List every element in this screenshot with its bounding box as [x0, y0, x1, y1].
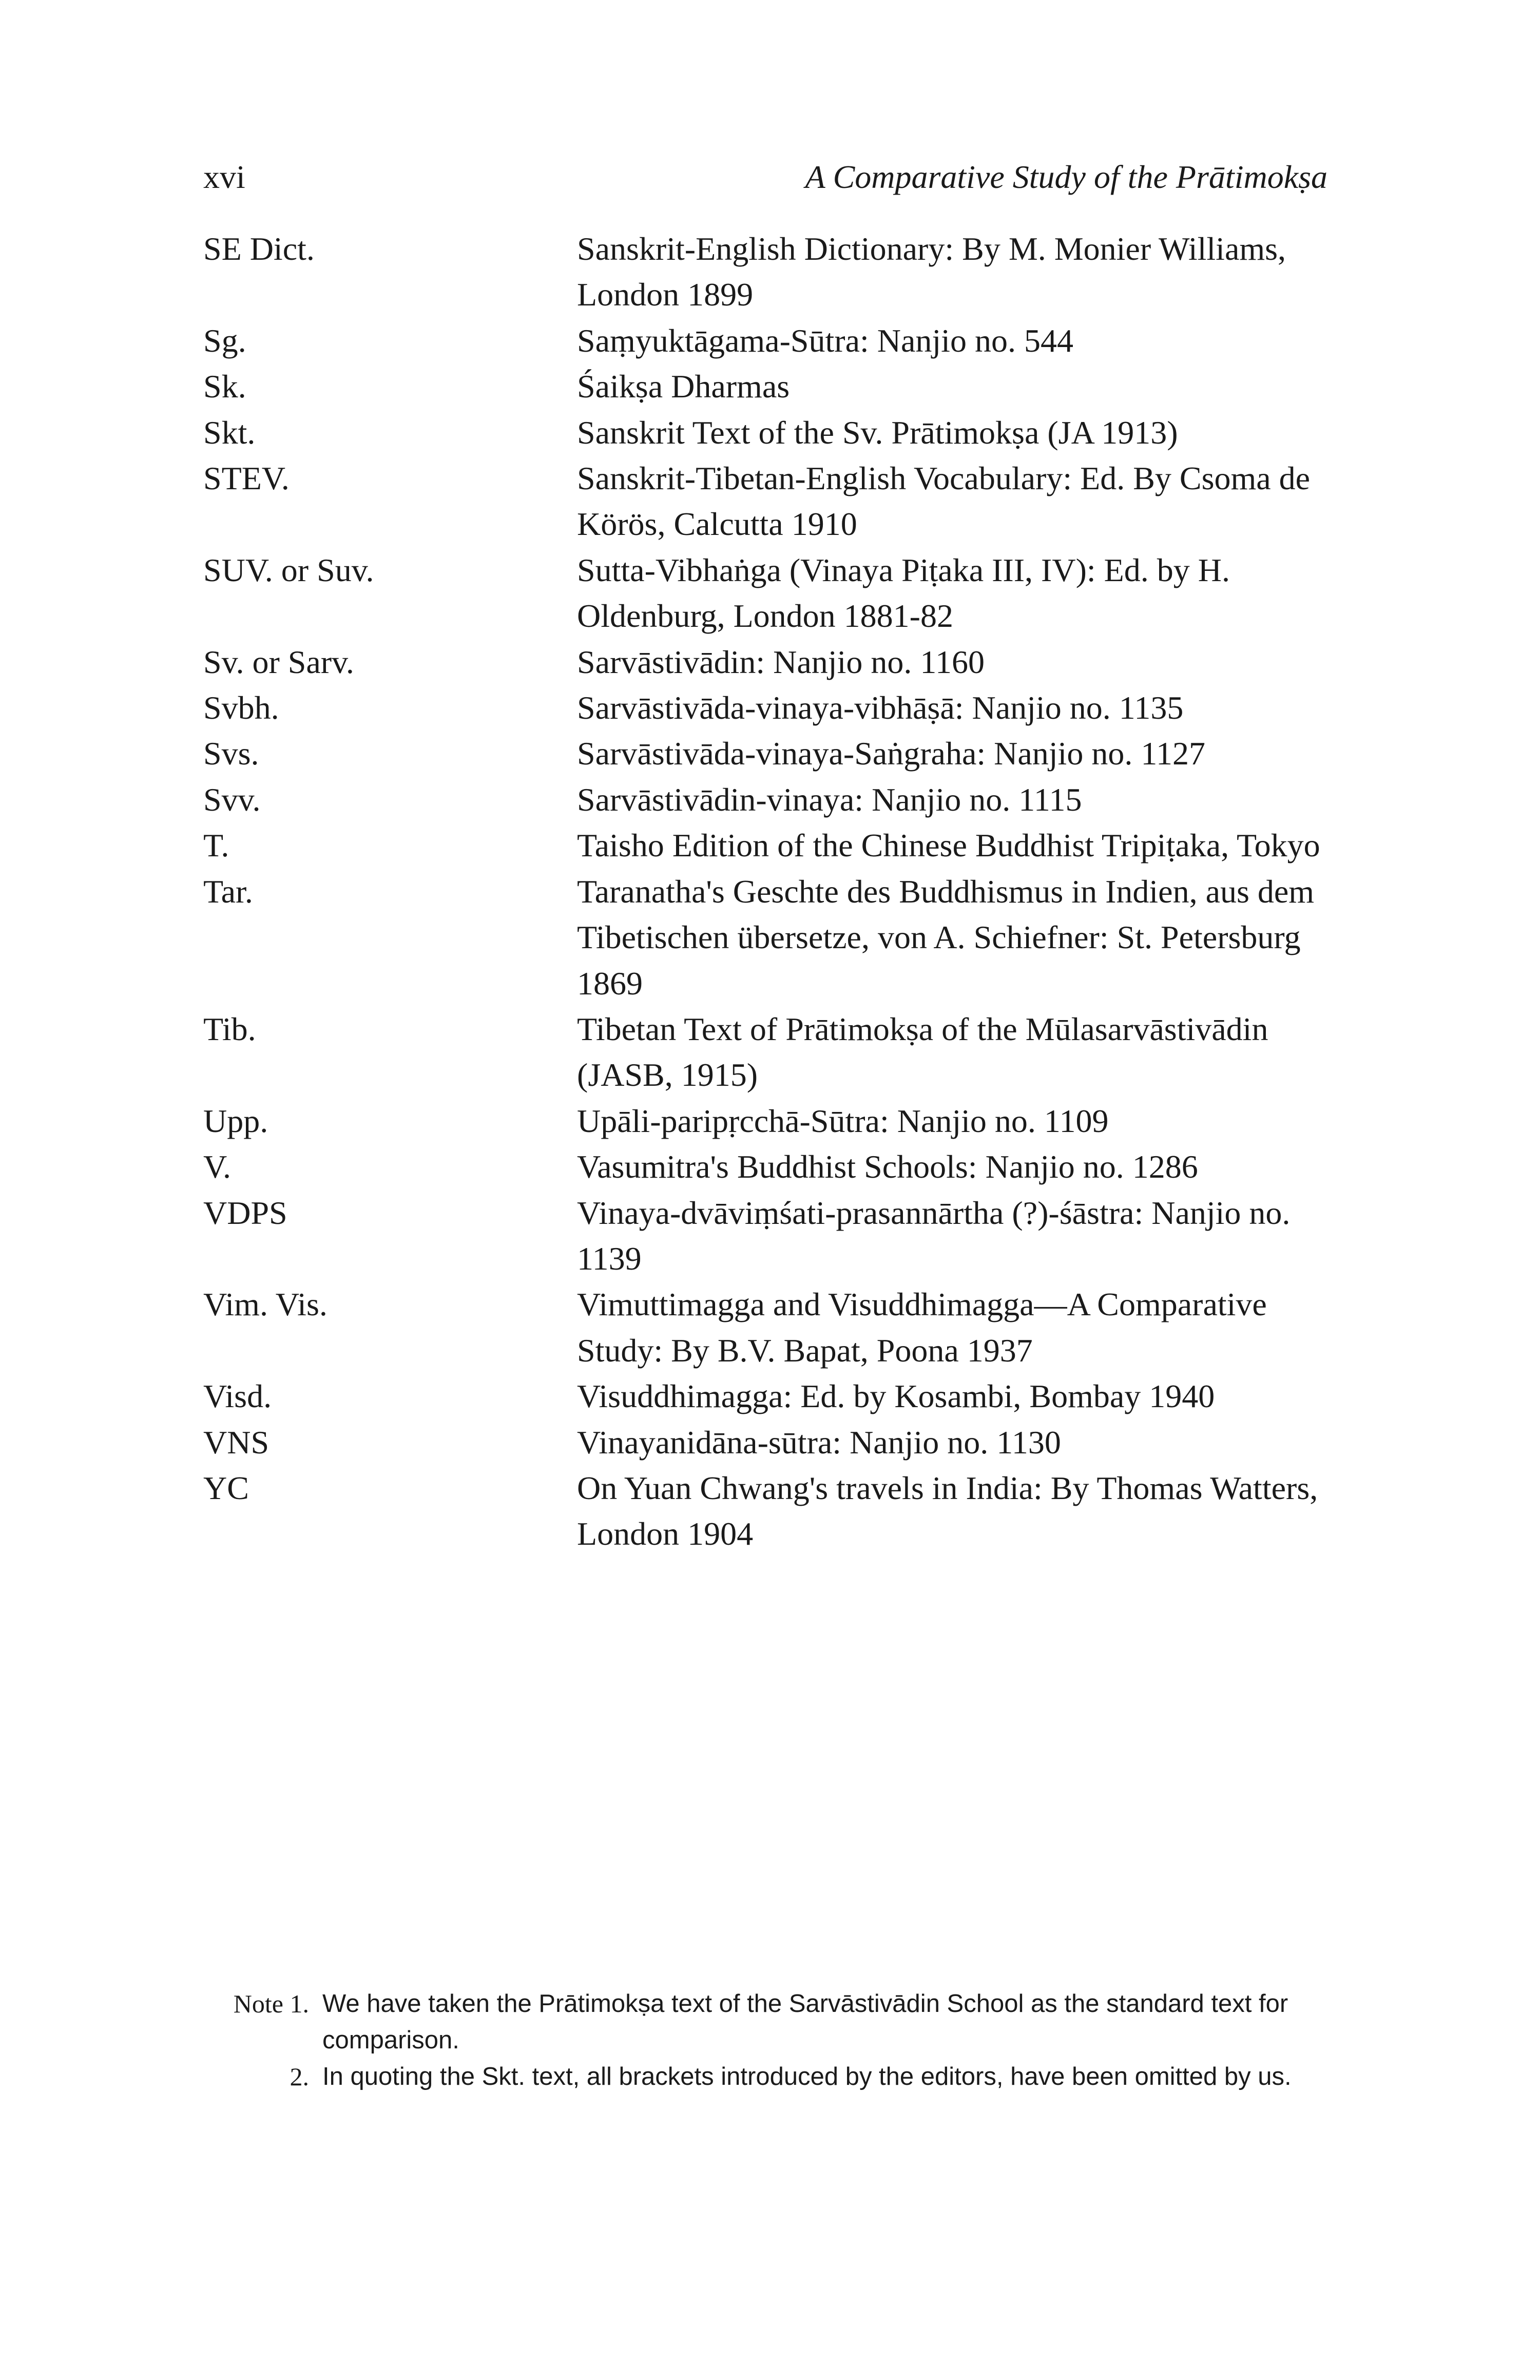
abbreviation-definition: Vinaya-dvāviṃśati-prasannārtha (?)-śāstra: Nanjio no. 1139: [577, 1194, 1291, 1277]
abbreviation: Svbh.: [203, 689, 279, 726]
abbreviation: V.: [203, 1148, 231, 1185]
abbreviation-definition: Vinayanidāna-sūtra: Nanjio no. 1130: [577, 1424, 1061, 1461]
abbreviation: Upp.: [203, 1102, 268, 1139]
abbreviation-definition: Taranatha's Geschte des Buddhismus in Indien, aus dem Tibetischen übersetze, von A. Schiefner: St. Petersburg 1869: [577, 873, 1315, 1002]
abbreviation: SUV. or Suv.: [203, 551, 374, 588]
abbreviation: Tib.: [203, 1010, 256, 1047]
abbreviation-entry: [203, 1419, 1353, 1465]
abbreviation-entry: [203, 318, 1353, 363]
footnotes: [203, 1986, 1327, 2095]
abbreviation-entry: [203, 547, 1353, 639]
abbreviation-entry: [203, 455, 1353, 547]
abbreviation: YC: [203, 1469, 249, 1506]
abbreviation-entry: [203, 777, 1353, 822]
abbreviation-list: [203, 226, 1353, 1557]
abbreviation-entry: [203, 1006, 1353, 1098]
abbreviation: VNS: [203, 1424, 270, 1461]
abbreviation-definition: Vimuttimagga and Visuddhimagga—A Comparative Study: By B.V. Bapat, Poona 1937: [577, 1286, 1267, 1369]
page-header: [203, 149, 1327, 205]
abbreviation-definition: Sarvāstivādin-vinaya: Nanjio no. 1115: [577, 781, 1082, 818]
abbreviation: VDPS: [203, 1194, 287, 1231]
abbreviation-entry: [203, 1098, 1353, 1144]
abbreviation-definition: Sarvāstivāda-vinaya-vibhāṣā: Nanjio no. 1135: [577, 689, 1184, 726]
abbreviation-definition: Sarvāstivāda-vinaya-Saṅgraha: Nanjio no. 1127: [577, 735, 1205, 772]
abbreviation-definition: Sarvāstivādin: Nanjio no. 1160: [577, 643, 985, 680]
abbreviation-entry: [203, 363, 1353, 409]
footnote-text: In quoting the Skt. text, all brackets introduced by the editors, have been omitted by us.: [322, 2063, 1292, 2090]
abbreviation-definition: On Yuan Chwang's travels in India: By Thomas Watters, London 1904: [577, 1469, 1318, 1552]
footnote-label: 2.: [290, 2062, 309, 2091]
abbreviation-entry: [203, 1144, 1353, 1189]
abbreviation-definition: Saṃyuktāgama-Sūtra: Nanjio no. 544: [577, 322, 1073, 359]
abbreviation-definition: Taisho Edition of the Chinese Buddhist Tripiṭaka, Tokyo: [577, 827, 1320, 864]
abbreviation-definition: Tibetan Text of Prātimokṣa of the Mūlasarvāstivādin (JASB, 1915): [577, 1010, 1268, 1093]
abbreviation: Visd.: [203, 1378, 272, 1415]
running-title: A Comparative Study of the Prātimokṣa: [805, 159, 1327, 195]
abbreviation-definition: Śaikṣa Dharmas: [577, 368, 790, 405]
abbreviation-definition: Sanskrit Text of the Sv. Prātimokṣa (JA 1913): [577, 414, 1178, 451]
abbreviation-definition: Upāli-paripṛcchā-Sūtra: Nanjio no. 1109: [577, 1102, 1109, 1139]
abbreviation-definition: Sanskrit-Tibetan-English Vocabulary: Ed. By Csoma de Körös, Calcutta 1910: [577, 460, 1311, 543]
abbreviation-entry: [203, 822, 1353, 868]
abbreviation: Svv.: [203, 781, 261, 818]
abbreviation-entry: [203, 1190, 1353, 1282]
abbreviation-definition: Sanskrit-English Dictionary: By M. Monier Williams, London 1899: [577, 231, 1286, 313]
abbreviation: Tar.: [203, 873, 253, 910]
abbreviation-entry: [203, 226, 1353, 318]
abbreviation-entry: [203, 1281, 1353, 1373]
abbreviation: Vim. Vis.: [203, 1286, 328, 1323]
footnote-label: Note 1.: [233, 1989, 309, 2018]
abbreviation-entry: [203, 731, 1353, 776]
abbreviation: Skt.: [203, 414, 256, 451]
abbreviation: STEV.: [203, 460, 290, 497]
footnote-text: We have taken the Prātimokṣa text of the Sarvāstivādin School as the standard text for comparison.: [322, 1990, 1288, 2054]
abbreviation-definition: Vasumitra's Buddhist Schools: Nanjio no. 1286: [577, 1148, 1198, 1185]
abbreviation-entry: [203, 1465, 1353, 1557]
footnote: [203, 2059, 1327, 2095]
abbreviation-definition: Sutta-Vibhaṅga (Vinaya Piṭaka III, IV): Ed. by H. Oldenburg, London 1881-82: [577, 551, 1230, 635]
abbreviation: SE Dict.: [203, 231, 315, 267]
abbreviation-entry: [203, 1373, 1353, 1419]
abbreviation-definition: Visuddhimagga: Ed. by Kosambi, Bombay 1940: [577, 1378, 1215, 1415]
footnote: [203, 1986, 1327, 2059]
abbreviation-entry: [203, 685, 1353, 731]
abbreviation-entry: [203, 869, 1353, 1006]
abbreviation: T.: [203, 827, 229, 864]
abbreviation: Sv. or Sarv.: [203, 643, 354, 680]
abbreviation: Sk.: [203, 368, 246, 405]
abbreviation: Sg.: [203, 322, 246, 359]
page-number: xvi: [203, 159, 245, 195]
abbreviation: Svs.: [203, 735, 259, 772]
abbreviation-entry: [203, 639, 1353, 685]
abbreviation-entry: [203, 410, 1353, 455]
